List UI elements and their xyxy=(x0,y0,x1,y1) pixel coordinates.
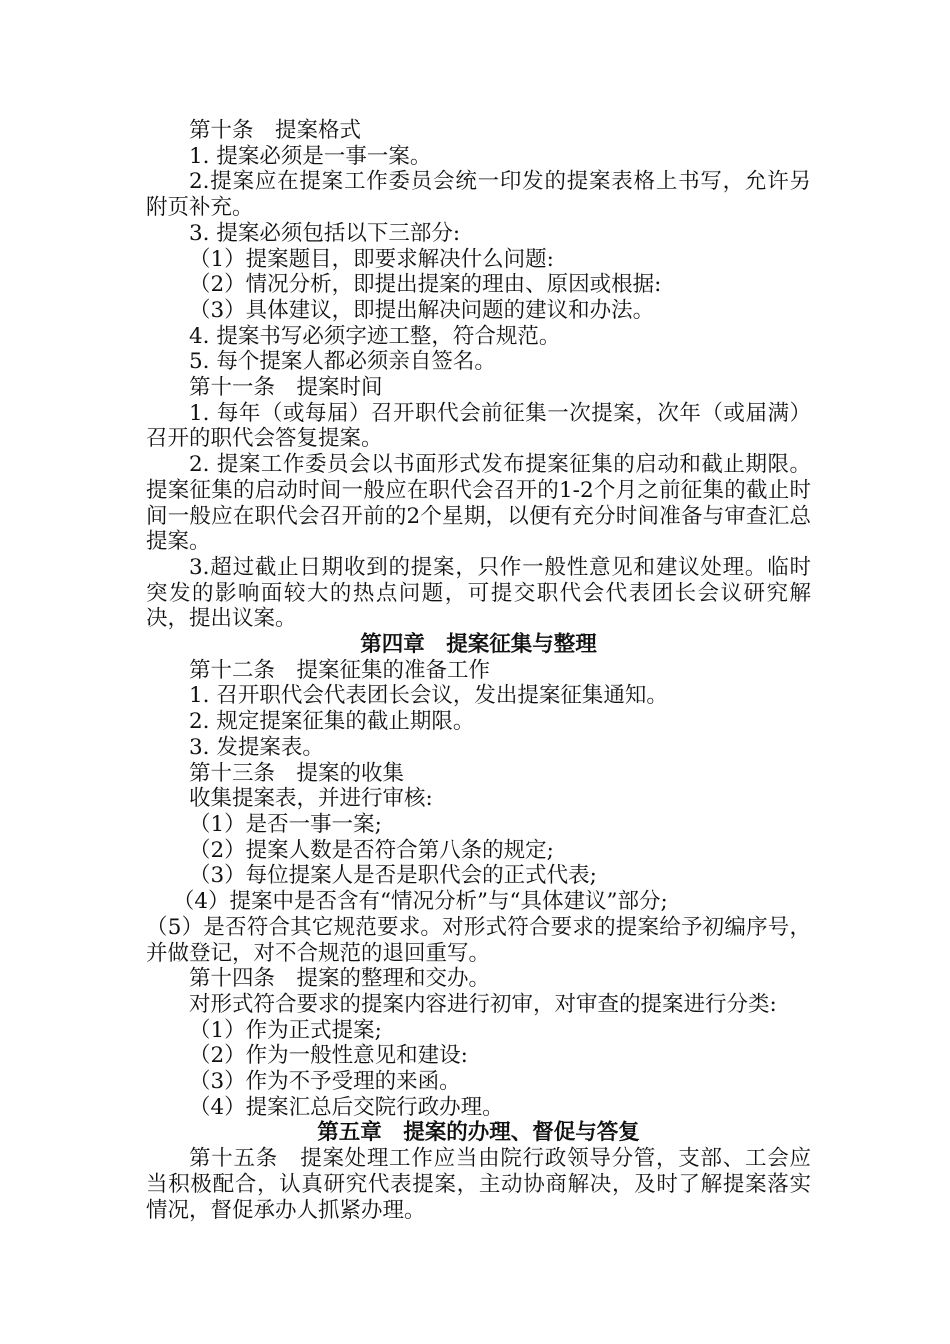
paragraph: （4）提案中是否含有“情况分析”与“具体建议”部分; xyxy=(172,889,668,915)
paragraph: （4）提案汇总后交院行政办理。 xyxy=(189,1094,504,1120)
paragraph: （2）情况分析，即提出提案的理由、原因或根据: xyxy=(189,272,662,298)
paragraph: 4. 提案书写必须字迹工整，符合规范。 xyxy=(189,323,561,349)
article-13-heading: 第十三条 提案的收集 xyxy=(189,760,405,786)
chapter-4-heading: 第四章 提案征集与整理 xyxy=(360,632,597,658)
article-10-heading: 第十条 提案格式 xyxy=(189,118,362,143)
paragraph: （3）具体建议，即提出解决问题的建议和办法。 xyxy=(189,297,655,323)
paragraph: （3）每位提案人是否是职代会的正式代表; xyxy=(189,863,597,889)
paragraph: （3）作为不予受理的来函。 xyxy=(189,1069,461,1095)
article-14-heading: 第十四条 提案的整理和交办。 xyxy=(189,966,491,992)
paragraph: 3. 提案必须包括以下三部分: xyxy=(189,220,461,246)
paragraph: （1）是否一事一案; xyxy=(189,811,382,837)
article-11-heading: 第十一条 提案时间 xyxy=(189,375,383,401)
paragraph: （5）是否符合其它规范要求。对形式符合要求的提案给予初编序号，并做登记，对不合规范的退回重写。 xyxy=(146,914,811,966)
paragraph: 1. 提案必须是一事一案。 xyxy=(189,143,432,169)
paragraph: （1）提案题目，即要求解决什么问题: xyxy=(189,246,554,272)
paragraph: 5. 每个提案人都必须亲自签名。 xyxy=(189,349,496,375)
paragraph: 2. 规定提案征集的截止期限。 xyxy=(189,709,475,735)
paragraph: 1. 召开职代会代表团长会议，发出提案征集通知。 xyxy=(189,683,668,709)
paragraph: （2）作为一般性意见和建设: xyxy=(189,1043,468,1069)
article-12-heading: 第十二条 提案征集的准备工作 xyxy=(189,657,491,683)
paragraph: （2）提案人数是否符合第八条的规定; xyxy=(189,837,554,863)
paragraph: 对形式符合要求的提案内容进行初审，对审查的提案进行分类: xyxy=(189,991,777,1017)
paragraph: 1. 每年（或每届）召开职代会前征集一次提案，次年（或届满）召开的职代会答复提案。 xyxy=(146,400,811,452)
article-15-paragraph: 第十五条 提案处理工作应当由院行政领导分管，支部、工会应当积极配合，认真研究代表提案，主动协商解决，及时了解提案落实情况，督促承办人抓紧办理。 xyxy=(146,1146,811,1223)
paragraph: 3. 发提案表。 xyxy=(189,734,324,760)
paragraph: 收集提案表，并进行审核: xyxy=(189,786,433,812)
document-page xyxy=(146,118,811,1223)
paragraph: 3.超过截止日期收到的提案，只作一般性意见和建议处理。临时突发的影响面较大的热点问题，可提交职代会代表团长会议研究解决，提出议案。 xyxy=(146,554,811,632)
paragraph: 2. 提案工作委员会以书面形式发布提案征集的启动和截止期限。提案征集的启动时间一般应在职代会召开的1-2个月之前征集的截止时间一般应在职代会召开前的2个星期，以便有充分时间准备与审查汇总提案。 xyxy=(146,452,811,555)
paragraph: （1）作为正式提案; xyxy=(189,1017,382,1043)
chapter-5-heading: 第五章 提案的办理、督促与答复 xyxy=(317,1120,640,1146)
paragraph: 2.提案应在提案工作委员会统一印发的提案表格上书写，允许另附页补充。 xyxy=(146,169,811,221)
